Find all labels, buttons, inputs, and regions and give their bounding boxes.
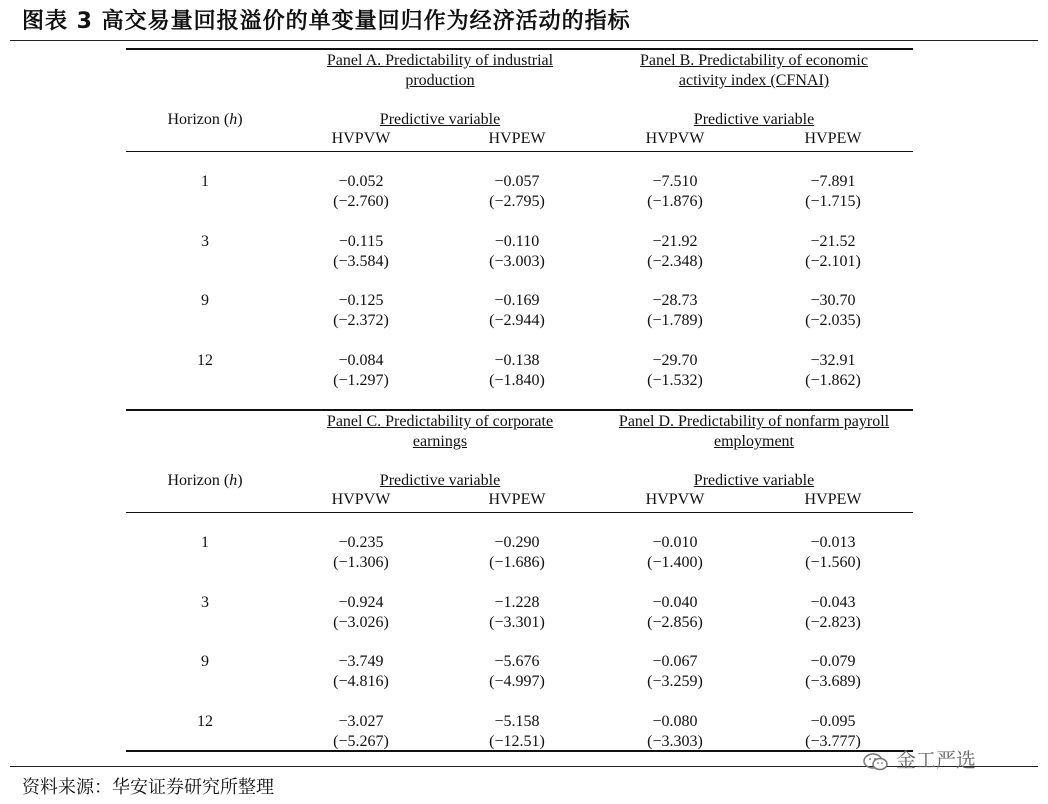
column-header-hvpew: HVPEW (804, 491, 862, 508)
watermark (862, 744, 976, 773)
tstat-value: (−1.560) (805, 554, 861, 571)
tstat-value: (−3.777) (805, 732, 861, 750)
tstat-value: (−1.532) (647, 371, 703, 389)
tstat-value: (−1.862) (805, 371, 861, 389)
horizon-value: 9 (201, 653, 209, 671)
coefficient-value: −0.043 (810, 593, 856, 611)
coefficient-value: −0.138 (494, 351, 540, 369)
coefficient-value: −0.125 (338, 292, 384, 310)
predictive-variable-label: Predictive variable (693, 472, 815, 489)
tstat-value: (−1.297) (333, 371, 389, 389)
coefficient-value: −32.91 (810, 351, 856, 369)
coefficient-value: −0.057 (494, 173, 540, 190)
tstat-value: (−2.372) (333, 312, 389, 330)
horizon-header: Horizon (h) (167, 111, 243, 128)
coefficient-value: −7.510 (652, 173, 698, 190)
tstat-value: (−5.267) (333, 732, 389, 750)
predictive-variable-label: Predictive variable (693, 111, 815, 128)
horizon-value: 12 (197, 351, 213, 369)
tstat-value: (−3.259) (647, 673, 703, 691)
horizon-header: Horizon (h) (167, 472, 243, 489)
coefficient-value: −0.235 (338, 534, 384, 551)
tstat-value: (−2.795) (489, 193, 545, 210)
coefficient-value: −21.92 (652, 232, 698, 250)
coefficient-value: −0.080 (652, 712, 698, 730)
coefficient-value: −5.158 (494, 712, 540, 730)
column-header-hvpvw: HVPVW (331, 130, 391, 147)
coefficient-value: −28.73 (652, 292, 698, 310)
tstat-value: (−2.101) (805, 252, 861, 270)
header-rule (126, 512, 913, 513)
coefficient-value: −0.290 (494, 534, 540, 551)
tstat-value: (−2.944) (489, 312, 545, 330)
tstat-value: (−4.997) (489, 673, 545, 691)
tstat-value: (−1.840) (489, 371, 545, 389)
panel-title-line2: activity index (CFNAI) (678, 72, 830, 89)
panel-title-line2: employment (714, 433, 794, 450)
column-header-hvpew: HVPEW (804, 130, 862, 147)
coefficient-value: −3.027 (338, 712, 384, 730)
coefficient-value: −5.676 (494, 653, 540, 671)
horizon-value: 1 (201, 173, 209, 190)
coefficient-value: −0.013 (810, 534, 856, 551)
horizon-value: 3 (201, 593, 209, 611)
column-header-hvpvw: HVPVW (645, 130, 705, 147)
tstat-value: (−2.856) (647, 613, 703, 631)
panel-top-rule (126, 409, 913, 411)
predictive-variable-label: Predictive variable (379, 472, 501, 489)
coefficient-value: −3.749 (338, 653, 384, 671)
panel-title: Panel D. Predictability of nonfarm payroll (618, 413, 890, 430)
horizon-value: 12 (197, 712, 213, 730)
panel-title: Panel B. Predictability of economic (640, 52, 868, 69)
tstat-value: (−3.689) (805, 673, 861, 691)
coefficient-value: −0.169 (494, 292, 540, 310)
horizon-value: 1 (201, 534, 209, 551)
wechat-icon (862, 752, 890, 772)
column-header-hvpvw: HVPVW (331, 491, 391, 508)
panel-title-line2: production (405, 72, 475, 89)
coefficient-value: −0.040 (652, 593, 698, 611)
coefficient-value: −0.115 (338, 232, 384, 250)
tstat-value: (−3.301) (489, 613, 545, 631)
source-note: 资料来源：华安证券研究所整理 (22, 777, 274, 798)
tstat-value: (−2.035) (805, 312, 861, 330)
coefficient-value: −0.067 (652, 653, 698, 671)
coefficient-value: −1.228 (494, 593, 540, 611)
header-rule (126, 151, 913, 152)
title-divider (10, 40, 1038, 41)
coefficient-value: −0.010 (652, 534, 698, 551)
column-header-hvpew: HVPEW (488, 130, 546, 147)
tstat-value: (−1.789) (647, 312, 703, 330)
predictive-variable-label: Predictive variable (379, 111, 501, 128)
watermark-text: 金工严选 (896, 748, 976, 772)
tstat-value: (−12.51) (489, 732, 545, 750)
tstat-value: (−3.584) (333, 252, 389, 270)
coefficient-value: −0.052 (338, 173, 384, 190)
column-header-hvpew: HVPEW (488, 491, 546, 508)
tstat-value: (−1.400) (647, 554, 703, 571)
tstat-value: (−3.303) (647, 732, 703, 750)
horizon-value: 9 (201, 292, 209, 310)
panel-title: Panel A. Predictability of industrial (326, 52, 554, 69)
tstat-value: (−4.816) (333, 673, 389, 691)
tstat-value: (−1.686) (489, 554, 545, 571)
panel-title: Panel C. Predictability of corporate (326, 413, 554, 430)
tstat-value: (−3.026) (333, 613, 389, 631)
coefficient-value: −0.110 (494, 232, 540, 250)
tstat-value: (−3.003) (489, 252, 545, 270)
panel-title-line2: earnings (412, 433, 468, 450)
coefficient-value: −21.52 (810, 232, 856, 250)
panel-top-rule (126, 48, 913, 50)
column-header-hvpvw: HVPVW (645, 491, 705, 508)
horizon-value: 3 (201, 232, 209, 250)
coefficient-value: −7.891 (810, 173, 856, 190)
coefficient-value: −0.079 (810, 653, 856, 671)
coefficient-value: −0.924 (338, 593, 384, 611)
tstat-value: (−2.760) (333, 193, 389, 210)
tstat-value: (−2.823) (805, 613, 861, 631)
coefficient-value: −0.084 (338, 351, 384, 369)
tstat-value: (−1.306) (333, 554, 389, 571)
coefficient-value: −29.70 (652, 351, 698, 369)
coefficient-value: −30.70 (810, 292, 856, 310)
tstat-value: (−1.876) (647, 193, 703, 210)
coefficient-value: −0.095 (810, 712, 856, 730)
table-bottom-rule (126, 750, 913, 752)
tstat-value: (−1.715) (805, 193, 861, 210)
tstat-value: (−2.348) (647, 252, 703, 270)
figure-title: 图表 3 高交易量回报溢价的单变量回归作为经济活动的指标 (22, 9, 631, 34)
